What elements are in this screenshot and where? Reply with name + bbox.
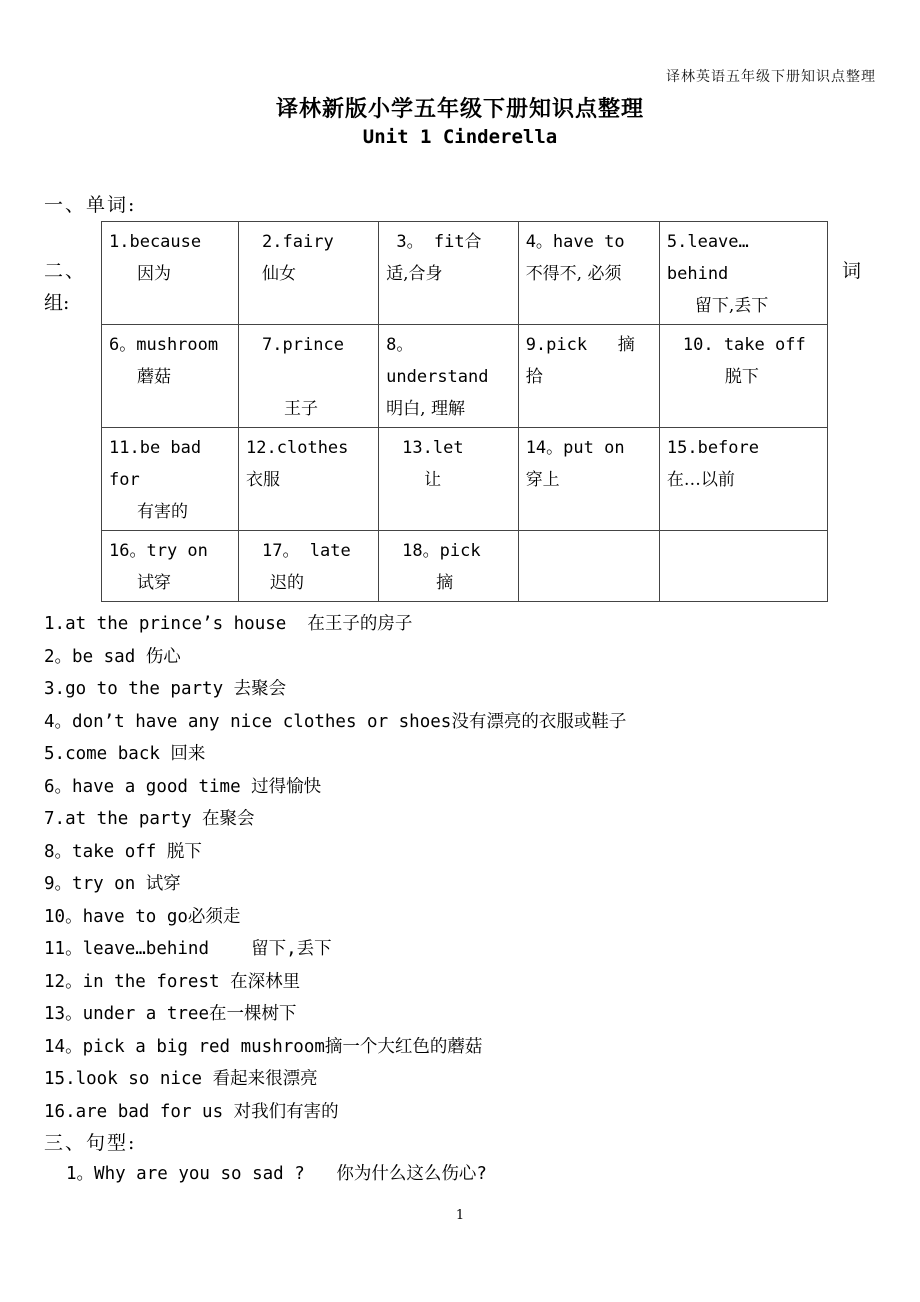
- section-heading-phrases-part-a: 二、: [44, 260, 87, 282]
- unit-subtitle: Unit 1 Cinderella: [362, 126, 558, 148]
- table-row: [102, 325, 828, 428]
- vocab-cell: 5.leave… behind 留下,丢下: [659, 222, 827, 325]
- list-item: 16.are bad for us 对我们有害的: [44, 1101, 339, 1122]
- vocab-cell: 14。put on 穿上: [518, 428, 659, 531]
- list-item: 3.go to the party 去聚会: [44, 679, 287, 699]
- section-heading-phrases-part-b: 组:: [44, 292, 70, 314]
- vocab-cell-empty: [518, 531, 659, 602]
- vocab-cell: 7.prince 王子: [239, 325, 379, 428]
- vocab-cell: 11.be bad for 有害的: [102, 428, 239, 531]
- section-heading-words: 一、单词:: [44, 194, 137, 216]
- phrase-list: [44, 608, 626, 1128]
- vocab-cell: 16。try on 试穿: [102, 531, 239, 602]
- table-row: [102, 222, 828, 325]
- vocab-cell: 13.let 让: [379, 428, 519, 531]
- list-item: 13。under a tree在一棵树下: [44, 1004, 297, 1024]
- table-row: [102, 531, 828, 602]
- list-item: 2。be sad 伤心: [44, 646, 181, 667]
- list-item: 12。in the forest 在深林里: [44, 971, 301, 992]
- list-item: 10。have to go必须走: [44, 906, 241, 927]
- list-item: 11。leave…behind 留下,丢下: [44, 939, 332, 959]
- list-item: 8。take off 脱下: [44, 841, 202, 862]
- page-number: 1: [455, 1208, 465, 1223]
- list-item: 5.come back 回来: [44, 744, 206, 764]
- document-title: 译林新版小学五年级下册知识点整理: [275, 97, 644, 122]
- vocabulary-table: [101, 221, 828, 602]
- list-item: 9。try on 试穿: [44, 874, 181, 894]
- vocab-cell: 12.clothes 衣服: [239, 428, 379, 531]
- section-heading-sentence-patterns: 三、句型:: [44, 1132, 137, 1154]
- vocab-cell: 1.because 因为: [102, 222, 239, 325]
- list-item: 4。don’t have any nice clothes or shoes没有漂亮的衣服或鞋子: [44, 711, 627, 732]
- vocab-cell: 9.pick 摘 拾: [518, 325, 659, 428]
- vocab-cell: 6。mushroom 蘑菇: [102, 325, 239, 428]
- vocab-cell: 3。 fit合 适,合身: [379, 222, 519, 325]
- vocab-cell-empty: [659, 531, 827, 602]
- vocab-cell: 17。 late 迟的: [239, 531, 379, 602]
- vocab-cell: 15.before 在…以前: [659, 428, 827, 531]
- section-heading-phrases-part-c: 词: [842, 260, 862, 282]
- list-item: 7.at the party 在聚会: [44, 809, 255, 829]
- list-item: 14。pick a big red mushroom摘一个大红色的蘑菇: [44, 1036, 483, 1057]
- sentence-pattern-item: 1。Why are you so sad ? 你为什么这么伤心?: [66, 1164, 487, 1184]
- list-item: 6。have a good time 过得愉快: [44, 776, 322, 797]
- vocab-cell: 8。 understand 明白, 理解: [379, 325, 519, 428]
- page-header-note: 译林英语五年级下册知识点整理: [666, 69, 876, 85]
- table-row: [102, 428, 828, 531]
- vocab-cell: 18。pick 摘: [379, 531, 519, 602]
- vocab-cell: 4。have to 不得不, 必须: [518, 222, 659, 325]
- vocab-cell: 10. take off 脱下: [659, 325, 827, 428]
- list-item: 15.look so nice 看起来很漂亮: [44, 1069, 318, 1089]
- vocab-cell: 2.fairy 仙女: [239, 222, 379, 325]
- list-item: 1.at the prince’s house 在王子的房子: [44, 614, 413, 634]
